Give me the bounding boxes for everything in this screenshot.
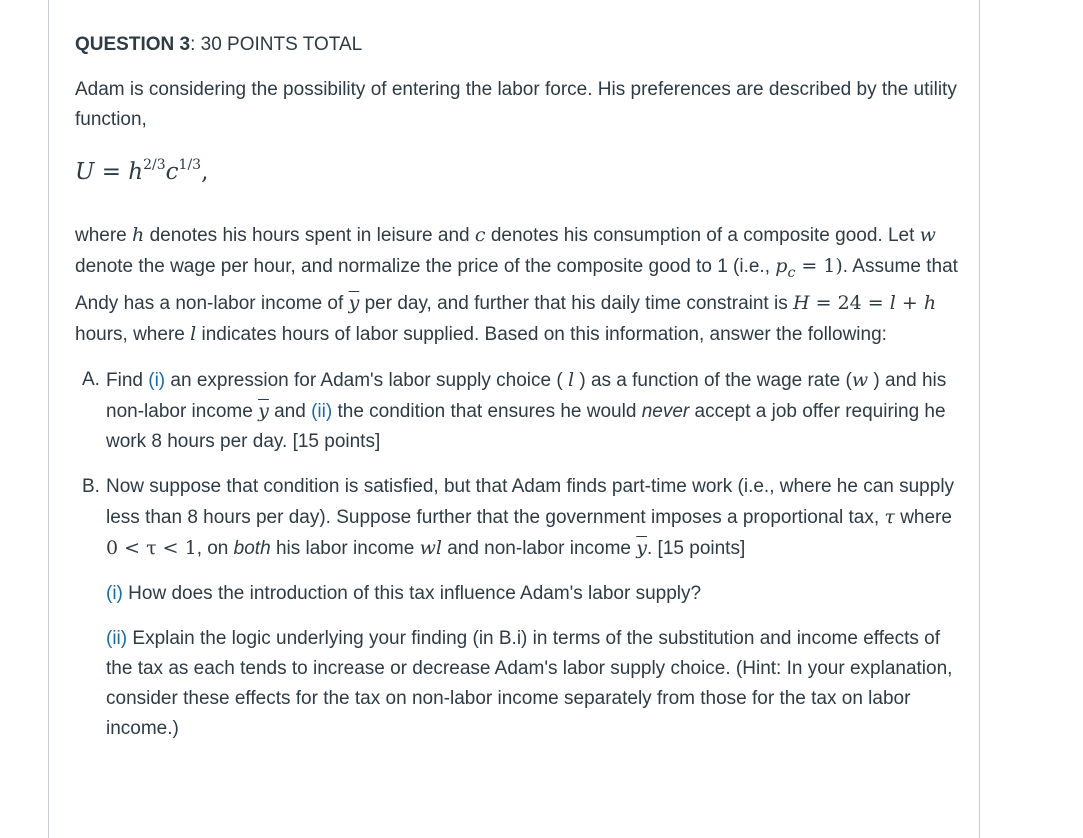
- utility-formula: [75, 150, 965, 187]
- formula-lhs: U: [75, 159, 95, 185]
- var-pc-eq: = 1): [795, 255, 843, 277]
- var-h-2: h: [923, 291, 937, 314]
- question-content: [75, 30, 965, 759]
- part-b-var-wl: wl: [419, 536, 442, 559]
- part-b-inequality: 0 < τ < 1: [106, 536, 197, 559]
- part-b-i: [75, 579, 965, 609]
- part-a-text-7: accept a job offer requiring he work 8 hours per day. [15 points]: [106, 400, 946, 452]
- var-c: c: [474, 224, 486, 246]
- part-a-never: never: [641, 400, 690, 422]
- part-a-text-4: ) and his non-labor income: [106, 369, 947, 422]
- formula-h-exponent: 2/3: [143, 157, 166, 173]
- part-a-text-2: an expression for Adam's labor supply choice (: [170, 369, 563, 391]
- body-text-5: . Assume that Andy has a non-labor income of: [75, 256, 958, 314]
- body-text-4: denote the wage per hour, and normalize the price of the composite good to 1 (i.e.,: [75, 256, 770, 277]
- part-a-text-5: and: [274, 400, 306, 422]
- part-b-text-3: , on: [196, 537, 229, 559]
- var-l-2: l: [190, 322, 197, 345]
- intro-paragraph: Adam is considering the possibility of entering the labor force. His preferences are described by the utility function,: [75, 79, 957, 130]
- part-a: [75, 365, 965, 457]
- question-title: [75, 30, 965, 60]
- var-pc: p: [775, 255, 788, 277]
- formula-c: c: [165, 159, 179, 185]
- part-b-text-4: his labor income: [275, 537, 415, 559]
- part-b-i-label: (i): [106, 582, 123, 604]
- body-text-6: per day, and further that his daily time constraint is: [364, 292, 788, 314]
- var-h: h: [132, 224, 145, 246]
- body-text-8: indicates hours of labor supplied. Based on this information, answer the following:: [201, 323, 887, 345]
- part-b-ii-label: (ii): [106, 627, 128, 649]
- var-l: l: [889, 291, 896, 314]
- part-b-text-5: and non-labor income: [447, 537, 631, 559]
- part-a-label-i: (i): [148, 369, 166, 391]
- question-points: : 30 POINTS TOTAL: [190, 34, 363, 55]
- var-plus: +: [895, 291, 924, 314]
- formula-h: h: [128, 159, 144, 185]
- var-w: w: [919, 224, 936, 246]
- formula-equals: =: [94, 159, 129, 185]
- part-b: [75, 472, 965, 564]
- part-a-text-1: Find: [106, 369, 143, 391]
- body-text-7: hours, where: [75, 323, 185, 345]
- body-text-2: denotes his hours spent in leisure and: [149, 225, 470, 246]
- question-number: QUESTION 3: [75, 34, 191, 55]
- body-paragraph: [75, 220, 965, 350]
- body-text-3: denotes his consumption of a composite good. Let: [490, 225, 915, 246]
- formula-c-exponent: 1/3: [178, 157, 202, 173]
- part-b-ii-text: Explain the logic underlying your finding (in B.i) in terms of the substitution and income effects of the tax as each tends to increase or decrease Adam's labor supply choice. (Hint: In your explanation, consider these effects for the tax on non-labor income separately from those for the tax on labor income.): [106, 627, 953, 739]
- part-a-var-w: w: [851, 368, 869, 391]
- part-a-text-6: the condition that ensures he would: [337, 400, 637, 422]
- question-parts: [75, 365, 965, 564]
- var-ybar: $\overline{y}$: [348, 291, 360, 314]
- part-a-label-ii: (ii): [311, 400, 333, 422]
- var-H: H: [793, 291, 810, 314]
- part-b-var-tau: τ: [884, 505, 895, 528]
- part-b-text-2: where: [900, 506, 952, 528]
- part-b-ii: [75, 624, 965, 744]
- var-H-eq: = 24 =: [809, 291, 890, 314]
- part-a-text-3: ) as a function of the wage rate (: [579, 369, 852, 391]
- part-b-both: both: [233, 537, 271, 559]
- part-a-var-l: l: [567, 368, 575, 391]
- part-a-marker: A.: [82, 368, 100, 390]
- formula-comma: ,: [201, 159, 209, 185]
- part-b-marker: B.: [82, 475, 100, 497]
- part-b-text-6: . [15 points]: [647, 537, 746, 559]
- part-b-i-text: How does the introduction of this tax influence Adam's labor supply?: [128, 582, 702, 604]
- part-b-text-1: Now suppose that condition is satisfied, but that Adam finds part-time work (i.e., where he can supply less than 8 hours per day). Suppose further that the government imposes a proportional tax,: [106, 475, 955, 528]
- part-b-var-ybar: $\overline{y}$: [636, 536, 647, 559]
- part-a-var-ybar: $\overline{y}$: [258, 399, 269, 422]
- body-text-1: where: [75, 225, 127, 246]
- var-pc-sub: c: [787, 264, 796, 281]
